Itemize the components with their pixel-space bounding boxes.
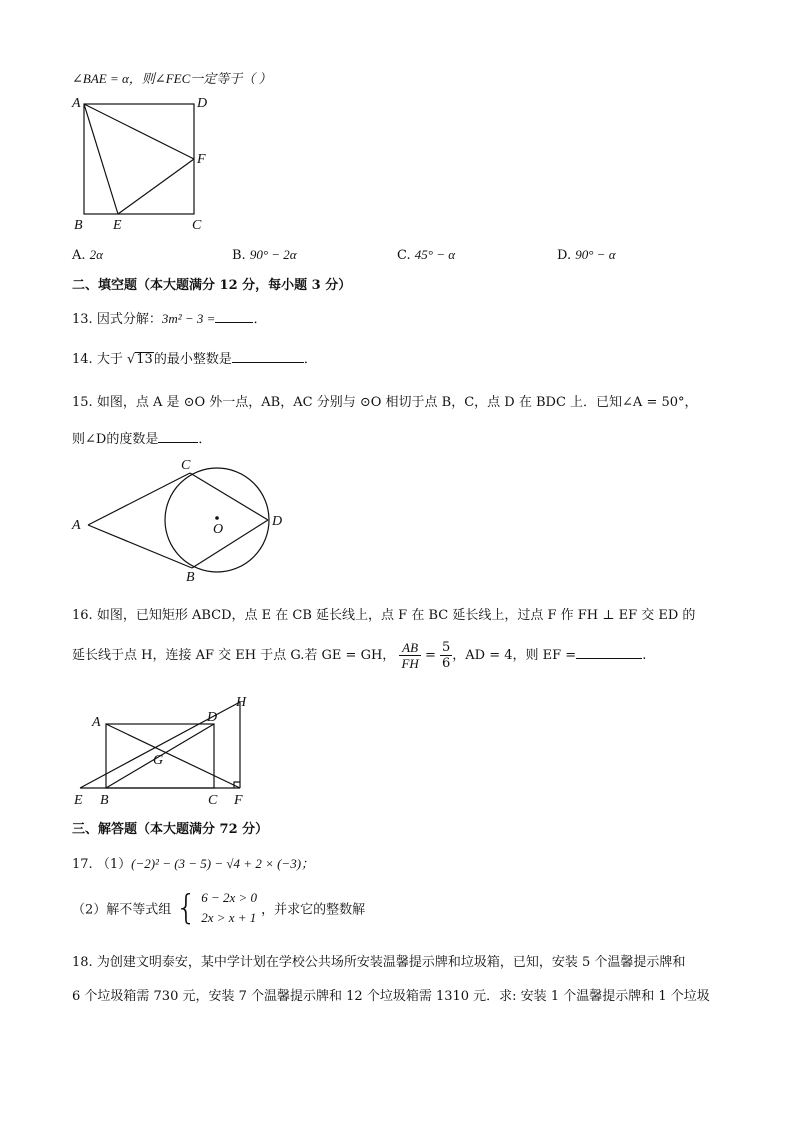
q17-inequality-2: 2x > x + 1 bbox=[201, 910, 257, 925]
q15-label-a: A bbox=[72, 518, 81, 533]
q14: 14. 大于 √13的最小整数是 ． bbox=[72, 348, 317, 367]
q12-label-d: D bbox=[197, 96, 208, 111]
q16-fraction-5-6: $\frac{5}{6}$ bbox=[441, 640, 451, 671]
q17-part1: 17. （1）(−2)² − (3 − 5) − √4 + 2 × (−3)； bbox=[72, 856, 315, 872]
q12-option-d[interactable]: D. 90° − α bbox=[557, 247, 616, 263]
system-brace: { bbox=[175, 888, 198, 928]
q15-line1: 15. 如图，点 A 是 ⊙O 外一点，AB，AC 分别与 ⊙O 相切于点 B，C，点 D 在 BDC 上．已知∠A = 50°， bbox=[72, 395, 698, 410]
q16-label-d: D bbox=[207, 710, 218, 725]
section2-title: 二、填空题（本大题满分 12 分，每小题 3 分） bbox=[72, 278, 352, 293]
q12-figure bbox=[66, 92, 216, 237]
q16-label-a: A bbox=[92, 715, 101, 730]
q17-part2: （2）解不等式组 { 6 − 2x > 0 2x > x + 1 ，并求它的整数解 bbox=[72, 888, 366, 928]
q16-label-g: G bbox=[153, 753, 164, 768]
q15-figure bbox=[66, 456, 296, 586]
q15-answer-blank[interactable] bbox=[158, 429, 198, 443]
q15-center-point bbox=[215, 516, 219, 520]
section3-title: 三、解答题（本大题满分 72 分） bbox=[72, 822, 269, 837]
q16-answer-blank[interactable] bbox=[576, 645, 642, 659]
q12-label-c: C bbox=[192, 218, 202, 233]
q12-label-b: B bbox=[74, 218, 83, 233]
q18-line2: 6 个垃圾箱需 730 元，安装 7 个温馨提示牌和 12 个垃圾箱需 1310 元．求: 安装 1 个温馨提示牌和 1 个垃圾 bbox=[72, 989, 710, 1004]
q16-label-b: B bbox=[100, 793, 109, 808]
q17-inequality-1: 6 − 2x > 0 bbox=[201, 890, 258, 905]
q16-line1: 16. 如图，已知矩形 ABCD，点 E 在 CB 延长线上，点 F 在 BC 延长线上，过点 F 作 FH ⊥ EF 交 ED 的 bbox=[72, 608, 696, 623]
q12-stem: ∠BAE = α，则∠FEC一定等于（ ） bbox=[72, 71, 272, 86]
q15-label-d: D bbox=[272, 514, 283, 529]
q15-label-o: O bbox=[213, 522, 224, 537]
q12-label-a: A bbox=[72, 96, 81, 111]
q16-line2: 延长线于点 H，连接 AF 交 EH 于点 G.若 GE = GH， $\frac{AB}{FH}$ = $\frac{5}{6}$ ，AD = 4，则 EF = . bbox=[72, 640, 647, 671]
q15-line2: 则∠D的度数是 ． bbox=[72, 428, 211, 447]
q16-figure bbox=[66, 692, 266, 810]
q16-label-c: C bbox=[208, 793, 218, 808]
q16-label-h: H bbox=[236, 695, 247, 710]
q13-answer-blank[interactable] bbox=[215, 309, 253, 323]
q16-label-e: E bbox=[74, 793, 83, 808]
q14-answer-blank[interactable] bbox=[232, 349, 304, 363]
q12-label-e: E bbox=[113, 218, 122, 233]
q12-label-f: F bbox=[197, 152, 206, 167]
q12-option-c[interactable]: C. 45° − α bbox=[397, 247, 456, 263]
q16-fraction-ab-fh: $\frac{AB}{FH}$ bbox=[401, 640, 419, 671]
q12-option-b[interactable]: B. 90° − 2α bbox=[232, 247, 297, 263]
q16-label-f: F bbox=[234, 793, 243, 808]
q18-line1: 18. 为创建文明泰安，某中学计划在学校公共场所安装温馨提示牌和垃圾箱，已知，安装 5 个温馨提示牌和 bbox=[72, 955, 686, 970]
q12-option-a[interactable]: A. 2α bbox=[72, 247, 103, 263]
q15-label-b: B bbox=[186, 570, 195, 585]
q13: 13. 因式分解：3m² − 3 = ． bbox=[72, 311, 267, 327]
q15-label-c: C bbox=[181, 458, 191, 473]
